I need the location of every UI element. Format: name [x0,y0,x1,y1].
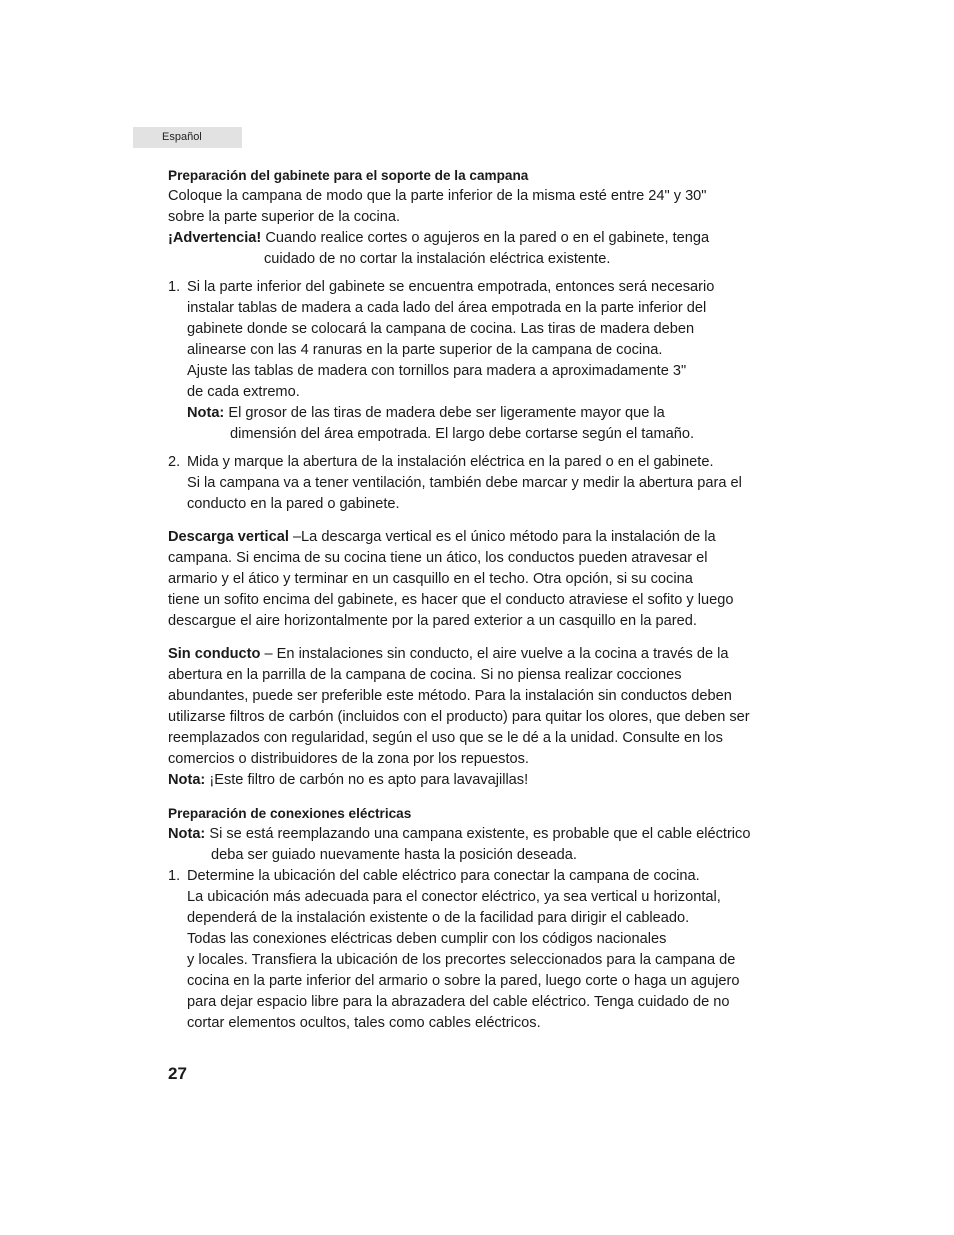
note-text: Si se está reemplazando una campana existente, es probable que el cable eléctrico [205,826,751,842]
list-item [168,277,788,298]
paragraph-line [168,644,788,665]
list-text: La ubicación más adecuada para el conector eléctrico, ya sea vertical u horizontal, [187,889,721,905]
list-item [168,452,788,473]
list-text: Ajuste las tablas de madera con tornillos para madera a aproximadamente 3" [187,363,687,379]
paragraph-line: utilizarse filtros de carbón (incluidos con el producto) para quitar los olores, que deben ser [168,709,750,725]
list-text: Mida y marque la abertura de la instalación eléctrica en la pared o en el gabinete. [187,454,714,470]
paragraph-line: tiene un sofito encima del gabinete, es hacer que el conducto atraviese el sofito y luego [168,592,734,608]
list-number: 2. [168,454,181,470]
note-label: Nota: [187,405,225,421]
note-label: Nota: [168,826,206,842]
intro-line: sobre la parte superior de la cocina. [168,209,401,225]
paragraph-line: abundantes, puede ser preferible este método. Para la instalación sin conductos deben [168,688,732,704]
list-text: para dejar espacio libre para la abrazadera del cable eléctrico. Tenga cuidado de no [187,994,730,1010]
page-content [168,165,788,1034]
section-label-ductless: Sin conducto [168,646,261,662]
paragraph-line: campana. Si encima de su cocina tiene un ático, los conductos pueden atravesar el [168,550,708,566]
paragraph-line: reemplazados con regularidad, según el uso que se le dé a la unidad. Consulte en los [168,730,723,746]
section-heading-cabinet: Preparación del gabinete para el soporte de la campana [168,168,529,183]
list-text: gabinete donde se colocará la campana de cocina. Las tiras de madera deben [187,321,695,337]
intro-line: Coloque la campana de modo que la parte inferior de la misma esté entre 24" y 30" [168,188,707,204]
list-text: conducto en la pared o gabinete. [187,496,400,512]
list-text: y locales. Transfiera la ubicación de los precortes seleccionados para la campana de [187,952,736,968]
section-heading-electrical: Preparación de conexiones eléctricas [168,806,412,821]
warning-line [168,228,788,249]
list-text: de cada extremo. [187,384,300,400]
list-text: dependerá de la instalación existente o de la facilidad para dirigir el cableado. [187,910,690,926]
list-text: cocina en la parte inferior del armario o sobre la pared, luego corte o haga un agujero [187,973,740,989]
note-text: ¡Este filtro de carbón no es apto para lavavajillas! [205,772,529,788]
paragraph-line [168,527,788,548]
warning-text: Cuando realice cortes o agujeros en la pared o en el gabinete, tenga [261,230,710,246]
list-text: Si la campana va a tener ventilación, también debe marcar y medir la abertura para el [187,475,742,491]
paragraph-line: armario y el ático y terminar en un casquillo en el techo. Otra opción, si su cocina [168,571,693,587]
note-text: El grosor de las tiras de madera debe ser ligeramente mayor que la [224,405,665,421]
list-number: 1. [168,279,181,295]
warning-line: cuidado de no cortar la instalación eléctrica existente. [264,251,611,267]
section-label-vertical: Descarga vertical [168,529,289,545]
list-text: Si la parte inferior del gabinete se encuentra empotrada, entonces será necesario [187,279,715,295]
note-line [168,824,788,845]
list-text: cortar elementos ocultos, tales como cables eléctricos. [187,1015,541,1031]
list-text: Determine la ubicación del cable eléctrico para conectar la campana de cocina. [187,868,700,884]
list-number: 1. [168,868,181,884]
note-line: dimensión del área empotrada. El largo debe cortarse según el tamaño. [230,426,695,442]
list-text: Todas las conexiones eléctricas deben cumplir con los códigos nacionales [187,931,667,947]
note-label: Nota: [168,772,206,788]
note-line [168,770,788,791]
paragraph-line: abertura en la parrilla de la campana de cocina. Si no piensa realizar cocciones [168,667,682,683]
paragraph-text: –La descarga vertical es el único método para la instalación de la [288,529,716,545]
note-line [168,403,788,424]
list-text: alinearse con las 4 ranuras en la parte superior de la campana de cocina. [187,342,663,358]
paragraph-line: descargue el aire horizontalmente por la pared exterior a un casquillo en la pared. [168,613,697,629]
paragraph-text: – En instalaciones sin conducto, el aire vuelve a la cocina a través de la [260,646,729,662]
warning-label: ¡Advertencia! [168,230,262,246]
page-number: 27 [168,1064,187,1083]
list-text: instalar tablas de madera a cada lado del área empotrada en la parte inferior del [187,300,707,316]
language-tab: Español [133,127,242,148]
note-line: deba ser guiado nuevamente hasta la posición deseada. [211,847,577,863]
paragraph-line: comercios o distribuidores de la zona por los repuestos. [168,751,529,767]
list-item [168,866,788,887]
